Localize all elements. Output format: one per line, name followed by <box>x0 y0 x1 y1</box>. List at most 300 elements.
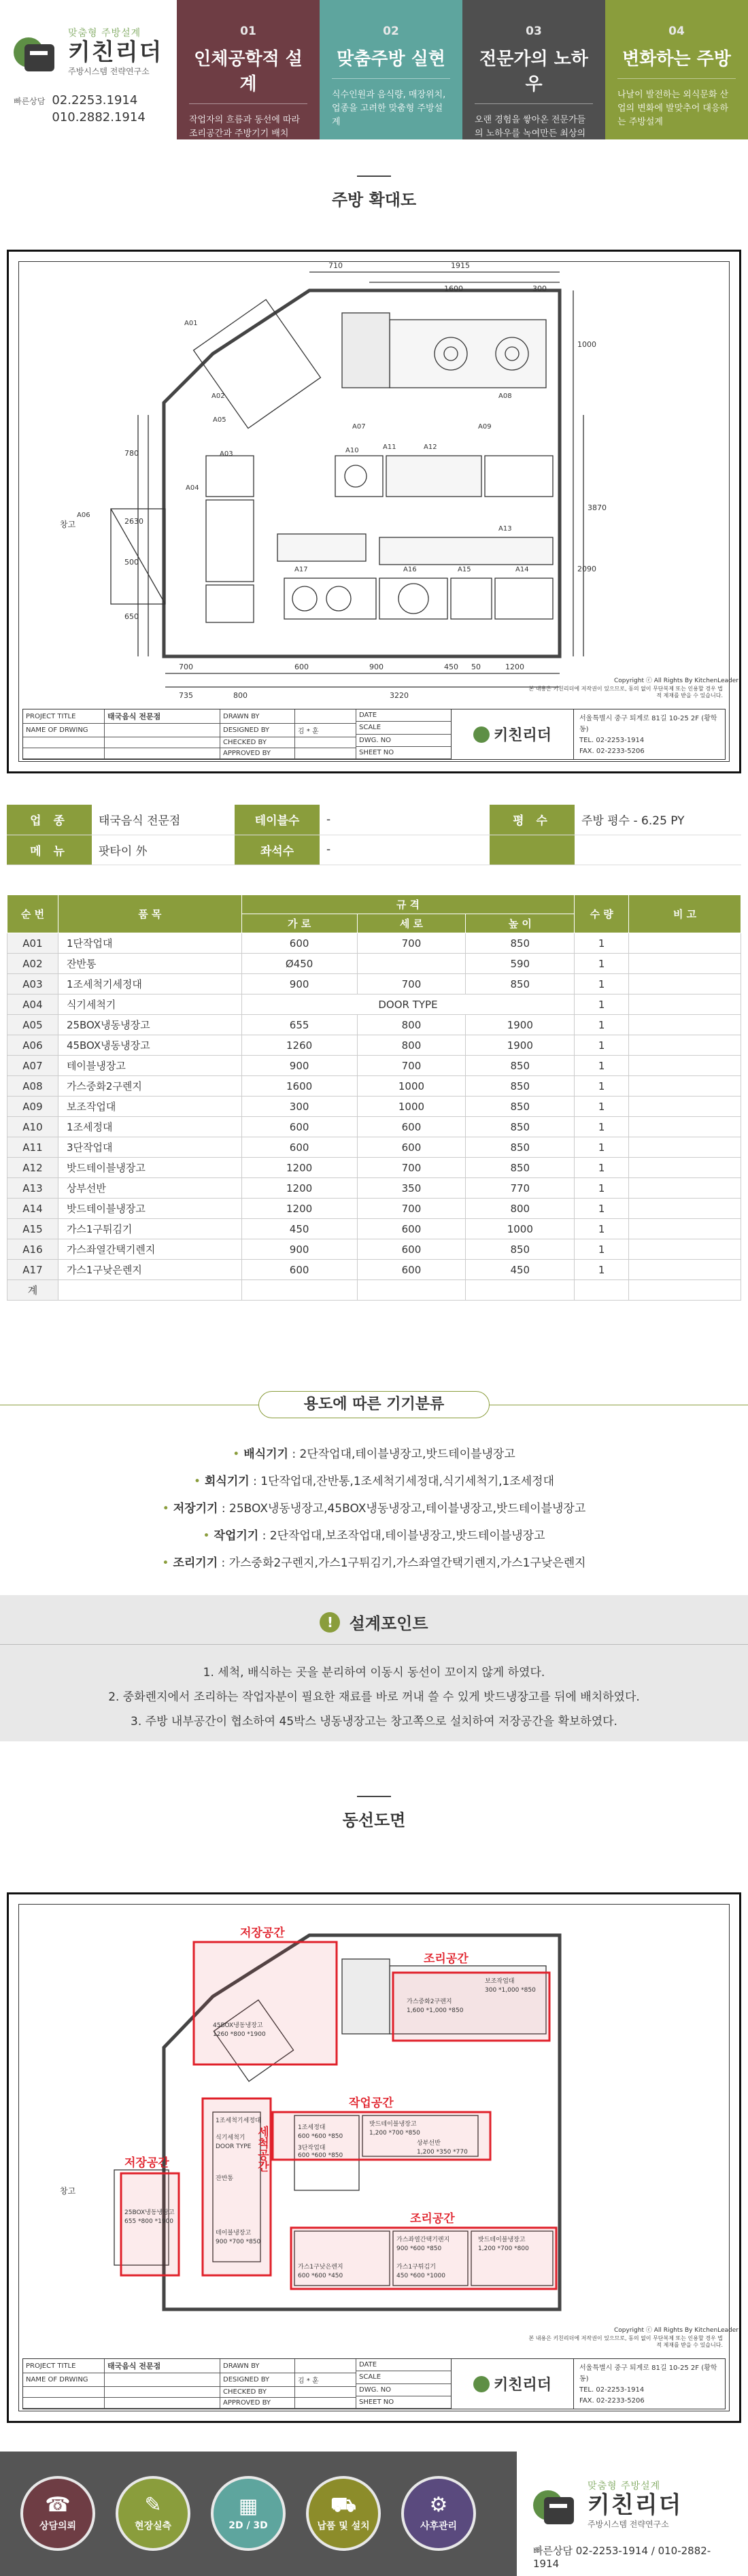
company-tel: TEL. 02-2253-1914 <box>579 737 645 744</box>
cell-note <box>629 1280 741 1301</box>
cell-qty: 1 <box>575 1076 629 1097</box>
zone-storage-1 <box>194 1942 337 2064</box>
cell-d: 1000 <box>357 1076 466 1097</box>
cell-w: 450 <box>241 1219 357 1239</box>
cell-qty: 1 <box>575 933 629 954</box>
drawing-icon: ▦ <box>238 2494 258 2518</box>
dim-bottom-7: 735 <box>179 691 193 700</box>
cell-w: 600 <box>241 1137 357 1158</box>
dim-bottom-4: 450 <box>444 663 458 671</box>
col-size: 규 격 <box>241 895 575 914</box>
cell-item: 테이블냉장고 <box>58 1056 241 1076</box>
callout-a17: A17 <box>294 566 308 573</box>
company-fax: FAX. 02-2233-5206 <box>579 748 645 755</box>
cell-qty <box>575 1280 629 1301</box>
design-point-item: 2. 중화렌지에서 조리하는 작업자분이 필요한 재료를 바로 꺼내 쓸 수 있게 밧드냉장고를 뒤에 배치하였다. <box>108 1690 640 1704</box>
dim-left-2: 2630 <box>124 517 143 526</box>
classification-row: • 회식기기 : 1단작업대,잔반통,1조세척기세정대,식기세척기,1조세정대 <box>193 1475 555 1488</box>
cell-qty: 1 <box>575 1097 629 1117</box>
equip-bat-fridge: 밧드테이블냉장고 <box>369 2121 417 2128</box>
dim-bottom-2: 600 <box>294 663 309 671</box>
cell-note <box>629 954 741 974</box>
cell-no: A17 <box>7 1260 58 1280</box>
callout-a14: A14 <box>515 566 529 573</box>
callout-a04: A04 <box>186 484 199 492</box>
cell-item: 3단작업대 <box>58 1137 241 1158</box>
cell-qty: 1 <box>575 1158 629 1178</box>
class-label: 배식기기 <box>243 1448 288 1461</box>
table-row <box>7 1260 741 1280</box>
cell-qty: 1 <box>575 1239 629 1260</box>
cell-w: 600 <box>241 933 357 954</box>
design-point-item: 3. 주방 내부공간이 협소하여 45박스 냉동냉장고는 창고쪽으로 설치하여 저장공간을 확보하였다. <box>131 1715 617 1728</box>
info-seats-label: 좌석수 <box>235 835 320 865</box>
footer-btn-aftercare[interactable] <box>401 2476 476 2551</box>
cell-item: 상부선반 <box>58 1178 241 1199</box>
class-label: 조리기기 <box>173 1556 218 1570</box>
zone-label-storage-2: 저장공간 <box>124 2156 169 2170</box>
col-height: 높 이 <box>466 914 575 933</box>
equip-bat-fridge-2: 밧드테이블냉장고 <box>478 2237 526 2243</box>
cell-qty: 1 <box>575 1056 629 1076</box>
approved-by-label: APPROVED BY <box>220 2398 295 2409</box>
cell-h: 450 <box>466 1260 575 1280</box>
table-row <box>7 1117 741 1137</box>
table-row <box>7 1199 741 1219</box>
footer-phone[interactable]: 빠른상담 02-2253-1914 / 010-2882-1914 <box>533 2545 711 2570</box>
cell-h: 1000 <box>466 1219 575 1239</box>
class-label: 저장기기 <box>173 1502 218 1516</box>
callout-a03: A03 <box>220 450 233 458</box>
cell-d: 800 <box>357 1035 466 1056</box>
col-qty: 수 량 <box>575 895 629 933</box>
cell-w: 1260 <box>241 1035 357 1056</box>
phone-number-1[interactable]: 02.2253.1914 <box>52 93 138 107</box>
dwg-no-label: DWG. NO <box>356 735 451 747</box>
equip-griddle: 가스좌열간택기렌지 <box>396 2237 450 2243</box>
class-value: 25BOX냉동냉장고,45BOX냉동냉장고,테이블냉장고,밧드테이블냉장고 <box>229 1502 586 1516</box>
title-block-brand: 키친리더 <box>493 2377 551 2394</box>
equip-waste-bin: 잔반통 <box>216 2175 234 2182</box>
cell-item <box>58 1280 241 1301</box>
footer-logo-slogan: 맞춤형 주방설계 <box>588 2481 661 2492</box>
project-title-value: 태국음식 전문점 <box>105 709 220 724</box>
feature-column-1 <box>177 0 320 139</box>
company-address: 서울특별시 중구 퇴계로 81길 10-25 2F (황학동) <box>579 2364 717 2383</box>
cell-item: 식기세척기 <box>58 994 241 1015</box>
designed-by-value: 김 * 훈 <box>295 2373 356 2387</box>
header-logo-block <box>0 0 177 139</box>
drawn-by-label: DRAWN BY <box>220 709 295 724</box>
drawing-name-label: NAME OF DRWING <box>23 724 105 737</box>
classification-row: • 배식기기 : 2단작업대,테이블냉장고,밧드테이블냉장고 <box>233 1448 515 1461</box>
cell-h: 850 <box>466 1239 575 1260</box>
equip-range2: 가스중화2구렌지 <box>407 1998 452 2005</box>
company-address: 서울특별시 중구 퇴계로 81길 10-25 2F (황학동) <box>579 715 717 733</box>
cell-qty: 1 <box>575 1199 629 1219</box>
cell-qty: 1 <box>575 1035 629 1056</box>
cell-item: 25BOX냉동냉장고 <box>58 1015 241 1035</box>
header-phone <box>14 92 177 126</box>
dim-right-3: 2090 <box>577 565 596 573</box>
cell-w: 900 <box>241 1239 357 1260</box>
info-seats-value: - <box>320 835 490 865</box>
footer-btn-label: 납품 및 설치 <box>317 2521 370 2532</box>
cell-h: 850 <box>466 1076 575 1097</box>
flow-plan-svg <box>9 1894 739 2421</box>
aftercare-icon: ⚙ <box>429 2493 448 2517</box>
cell-note <box>629 974 741 994</box>
cell-no: A09 <box>7 1097 58 1117</box>
cell-h: 850 <box>466 1137 575 1158</box>
col-no: 순 번 <box>7 895 58 933</box>
info-type-label: 업 종 <box>7 805 92 835</box>
class-value: 1단작업대,잔반통,1조세척기세정대,식기세척기,1조세정대 <box>260 1475 555 1488</box>
callout-a02: A02 <box>211 392 225 400</box>
equip-25box-dim: 655 *800 *1900 <box>124 2218 173 2225</box>
cell-item: 밧드테이블냉장고 <box>58 1158 241 1178</box>
dim-bottom-6: 1200 <box>505 663 524 671</box>
storage-room-label: 창고 <box>60 520 76 529</box>
truck-icon: ⛟ <box>330 2493 356 2517</box>
feature-title: 변화하는 주방 <box>617 45 736 79</box>
table-row <box>7 1015 741 1035</box>
date-label: DATE <box>356 2359 451 2371</box>
callout-a16: A16 <box>403 566 417 573</box>
cell-d <box>357 1280 466 1301</box>
cell-no: A03 <box>7 974 58 994</box>
callout-a11: A11 <box>383 444 396 451</box>
callout-a06: A06 <box>77 512 90 519</box>
cell-item: 가스1구튀김기 <box>58 1219 241 1239</box>
cell-d: 600 <box>357 1137 466 1158</box>
dim-bottom-1: 700 <box>179 663 193 671</box>
cell-h: 850 <box>466 1158 575 1178</box>
equip-bat-fridge-2-dim: 1,200 *700 *800 <box>478 2245 529 2252</box>
zone-label-cook-2: 조리공간 <box>410 2212 455 2226</box>
cell-no: A13 <box>7 1178 58 1199</box>
project-title-label: PROJECT TITLE <box>23 2359 105 2373</box>
class-value: 2단작업대,보조작업대,테이블냉장고,밧드테이블냉장고 <box>269 1529 545 1543</box>
footer-logo-brand: 키친리더 <box>588 2492 683 2519</box>
cell-no: A15 <box>7 1219 58 1239</box>
feature-title: 인체공학적 설계 <box>189 45 307 104</box>
cell-w: 1200 <box>241 1178 357 1199</box>
zone-label-cook-1: 조리공간 <box>424 1952 469 1966</box>
table-row <box>7 974 741 994</box>
dim-top-3: 1600 <box>444 284 463 293</box>
feature-title: 전문가의 노하우 <box>475 45 593 104</box>
equip-low-range-dim: 600 *600 *450 <box>298 2273 343 2279</box>
sheet-no-label: SHEET NO <box>356 2396 451 2409</box>
cell-note <box>629 1137 741 1158</box>
equip-dishwasher-type: DOOR TYPE <box>216 2143 252 2150</box>
cell-item: 밧드테이블냉장고 <box>58 1199 241 1219</box>
cell-d: 1000 <box>357 1097 466 1117</box>
cell-h: 850 <box>466 933 575 954</box>
equip-range2-dim: 1,600 *1,000 *850 <box>407 2007 464 2014</box>
callout-a15: A15 <box>458 566 471 573</box>
sheet-no-label: SHEET NO <box>356 747 451 759</box>
checked-by-label: CHECKED BY <box>220 737 295 748</box>
feature-column-3 <box>462 0 605 152</box>
drawn-by-label: DRAWN BY <box>220 2359 295 2373</box>
equip-aux-table-dim: 300 *1,000 *850 <box>485 1987 536 1994</box>
cell-item: 가스중화2구렌지 <box>58 1076 241 1097</box>
cell-item: 가스좌열간택기렌지 <box>58 1239 241 1260</box>
table-row <box>7 1056 741 1076</box>
cell-w <box>241 1280 357 1301</box>
design-points-panel <box>0 1595 748 1741</box>
feature-desc: 식수인원과 음식량, 매장위치, 업종을 고려한 맞춤형 주방설계 <box>332 90 446 127</box>
cell-note <box>629 1219 741 1239</box>
section-title-text: 주방 확대도 <box>331 190 417 210</box>
info-tables-label: 테이블수 <box>235 805 320 835</box>
feature-desc: 작업자의 흐름과 동선에 따라 조리공간과 주방기기 배치 <box>189 115 301 139</box>
cell-d: 600 <box>357 1239 466 1260</box>
zone-label-storage-1: 저장공간 <box>240 1926 285 1940</box>
designed-by-label: DESIGNED BY <box>220 724 295 737</box>
cell-no: A12 <box>7 1158 58 1178</box>
approved-by-label: APPROVED BY <box>220 748 295 759</box>
cell-no: A14 <box>7 1199 58 1219</box>
cell-qty: 1 <box>575 994 629 1015</box>
dim-bottom-3: 900 <box>369 663 384 671</box>
zone-wash <box>203 2098 271 2275</box>
feature-desc: 오랜 경험을 쌓아온 전문가들의 노하우를 녹여만든 최상의 솔루션 <box>475 115 586 152</box>
cell-no: A02 <box>7 954 58 974</box>
dim-left-3: 500 <box>124 558 139 567</box>
copyright-text-2: Copyright ⓒ All Rights By KitchenLeader <box>614 2327 739 2334</box>
class-value: 가스중화2구렌지,가스1구튀김기,가스좌열간택기렌지,가스1구낮은렌지 <box>228 1556 586 1570</box>
info-menu-value: 팟타이 外 <box>92 835 235 865</box>
dim-left-4: 650 <box>124 612 139 621</box>
storage-room-label-2: 창고 <box>60 2186 76 2196</box>
cell-note <box>629 1076 741 1097</box>
callout-a13: A13 <box>498 525 512 533</box>
callout-a10: A10 <box>345 447 359 454</box>
cell-no: A07 <box>7 1056 58 1076</box>
scale-label: SCALE <box>356 2371 451 2383</box>
cell-w: 1200 <box>241 1158 357 1178</box>
cell-w: 1600 <box>241 1076 357 1097</box>
logo-subtitle: 주방시스템 전략연구소 <box>68 67 150 76</box>
equip-dishwasher: 식기세척기 <box>216 2135 245 2141</box>
dim-bottom-9: 3220 <box>390 691 409 700</box>
equip-sink-dim: 600 *600 *850 <box>298 2133 343 2140</box>
brand-logo-icon <box>14 31 61 73</box>
consult-icon: ☎ <box>45 2493 71 2517</box>
dim-bottom-5: 50 <box>471 663 481 671</box>
cell-d: 700 <box>357 933 466 954</box>
table-row <box>7 1035 741 1056</box>
equipment-spec-table <box>7 894 741 1301</box>
cell-h: 850 <box>466 1056 575 1076</box>
table-row <box>7 1219 741 1239</box>
brand-mark-icon <box>473 2376 490 2392</box>
equip-upper-shelf: 상부선반 <box>417 2140 441 2147</box>
header-banner <box>0 0 748 152</box>
cell-note <box>629 933 741 954</box>
section-title-text: 동선도면 <box>342 1811 406 1830</box>
footer-btn-measure[interactable] <box>116 2476 190 2551</box>
info-type-value: 태국음식 전문점 <box>92 805 235 835</box>
table-row <box>7 1280 741 1301</box>
col-note: 비 고 <box>629 895 741 933</box>
classification-header <box>0 1391 748 1418</box>
equip-upper-shelf-dim: 1,200 *350 *770 <box>417 2149 468 2156</box>
drawn-by-value <box>295 709 356 724</box>
classification-title: 용도에 따른 기기분류 <box>258 1391 490 1418</box>
equip-fryer: 가스1구튀김기 <box>396 2264 436 2271</box>
info-area-value: 주방 평수 - 6.25 PY <box>575 805 741 835</box>
title-block-brand: 키친리더 <box>493 727 551 744</box>
designed-by-label: DESIGNED BY <box>220 2373 295 2387</box>
cell-qty: 1 <box>575 1178 629 1199</box>
phone-number-2[interactable]: 010.2882.1914 <box>52 110 146 124</box>
equip-griddle-dim: 900 *600 *850 <box>396 2245 442 2252</box>
cell-note <box>629 1015 741 1035</box>
kitchen-plan-svg <box>9 252 739 771</box>
equip-low-range: 가스1구낮은렌지 <box>298 2264 343 2271</box>
equip-sink: 1조세정대 <box>298 2124 326 2131</box>
equip-25box: 25BOX냉동냉장고 <box>124 2209 175 2216</box>
feature-title: 맞춤주방 실현 <box>332 45 450 79</box>
project-title-value: 태국음식 전문점 <box>105 2359 220 2373</box>
footer-logo-block <box>517 2452 748 2576</box>
cell-h: 770 <box>466 1178 575 1199</box>
table-row <box>7 1097 741 1117</box>
title-block <box>22 709 726 760</box>
cell-d: DOOR TYPE <box>241 994 575 1015</box>
footer-btn-consult[interactable] <box>20 2476 95 2551</box>
design-points-title: 설계포인트 <box>349 1614 428 1633</box>
copyright-note-2: 본 내용은 키친리더에 저작권이 있으므로, 동의 없이 무단복제 또는 인용할 경우 법적 제재를 받을 수 있습니다. <box>528 2335 723 2348</box>
cell-no: A04 <box>7 994 58 1015</box>
copyright-note: 본 내용은 키친리더에 저작권이 있으므로, 동의 없이 무단복제 또는 인용할 경우 법적 제재를 받을 수 있습니다. <box>528 686 723 699</box>
cell-note <box>629 1117 741 1137</box>
title-block-2 <box>22 2358 726 2409</box>
cell-qty: 1 <box>575 974 629 994</box>
equip-3tier-dim: 600 *600 *850 <box>298 2152 343 2159</box>
cell-note <box>629 1260 741 1280</box>
cell-d: 350 <box>357 1178 466 1199</box>
cell-no: A01 <box>7 933 58 954</box>
table-row <box>7 1137 741 1158</box>
classification-row: • 저장기기 : 25BOX냉동냉장고,45BOX냉동냉장고,테이블냉장고,밧드테이블냉장고 <box>162 1502 586 1516</box>
cell-no: 계 <box>7 1280 58 1301</box>
cell-h: 1900 <box>466 1035 575 1056</box>
equip-3tier: 3단작업대 <box>298 2145 326 2152</box>
cell-h: 590 <box>466 954 575 974</box>
cell-item: 1단작업대 <box>58 933 241 954</box>
footer-btn-drawing[interactable] <box>211 2476 286 2551</box>
equip-bat-fridge-dim: 1,200 *700 *850 <box>369 2130 420 2137</box>
classification-row: • 조리기기 : 가스중화2구렌지,가스1구튀김기,가스좌열간택기렌지,가스1구낮은렌지 <box>162 1556 586 1570</box>
flow-plan-drawing <box>7 1892 741 2423</box>
cell-item: 보조작업대 <box>58 1097 241 1117</box>
class-value: 2단작업대,테이블냉장고,밧드테이블냉장고 <box>299 1448 515 1461</box>
feature-column-4 <box>605 0 748 139</box>
section-title-plan <box>0 175 748 210</box>
zone-label-wash: 세척공간 <box>255 2126 269 2172</box>
callout-a07: A07 <box>352 423 366 431</box>
feature-number: 03 <box>526 24 542 38</box>
info-tables-value: - <box>320 805 490 835</box>
table-row <box>7 1239 741 1260</box>
callout-a09: A09 <box>478 423 492 431</box>
feature-desc: 나날이 발전하는 외식문화 산업의 변화에 발맞추어 대응하는 주방설계 <box>617 90 729 127</box>
project-info-table <box>7 805 741 865</box>
cell-qty: 1 <box>575 954 629 974</box>
drawing-name-label: NAME OF DRWING <box>23 2373 105 2387</box>
equip-table-fridge-dim: 900 *700 *850 <box>216 2239 261 2245</box>
footer-btn-label: 2D / 3D <box>228 2520 268 2531</box>
cell-w: 600 <box>241 1260 357 1280</box>
cell-note <box>629 1035 741 1056</box>
cell-note <box>629 1178 741 1199</box>
equip-aux-table: 보조작업대 <box>485 1978 515 1985</box>
cell-h: 850 <box>466 974 575 994</box>
cell-note <box>629 1097 741 1117</box>
zone-label-work: 작업공간 <box>349 2096 394 2110</box>
dim-right-1: 1000 <box>577 340 596 349</box>
feature-number: 02 <box>383 24 399 38</box>
table-row <box>7 954 741 974</box>
callout-a05: A05 <box>213 416 226 424</box>
logo-slogan: 맞춤형 주방설계 <box>68 28 141 39</box>
cell-w: 655 <box>241 1015 357 1035</box>
section-title-flow <box>0 1796 748 1830</box>
cell-d <box>357 954 466 974</box>
company-tel: TEL. 02-2253-1914 <box>579 2386 645 2394</box>
equip-table-fridge: 테이블냉장고 <box>216 2230 252 2237</box>
cell-note <box>629 1056 741 1076</box>
footer-btn-label: 현장실측 <box>134 2521 172 2532</box>
footer-logo-subtitle: 주방시스템 전략연구소 <box>588 2520 669 2529</box>
cell-qty: 1 <box>575 1117 629 1137</box>
cell-d: 600 <box>357 1219 466 1239</box>
class-label: 작업기기 <box>214 1529 259 1543</box>
exclamation-icon: ! <box>320 1612 340 1633</box>
table-row <box>7 1178 741 1199</box>
equip-45box: 45BOX냉동냉장고 <box>213 2022 263 2029</box>
cell-d: 700 <box>357 974 466 994</box>
dim-top-4: 300 <box>532 284 547 293</box>
spec-table-body <box>7 933 741 1301</box>
zone-cook-1 <box>393 1973 549 2041</box>
cell-no: A08 <box>7 1076 58 1097</box>
company-fax: FAX. 02-2233-5206 <box>579 2397 645 2405</box>
title-block-logo <box>452 709 574 759</box>
feature-number: 04 <box>668 24 685 38</box>
footer-btn-delivery[interactable] <box>306 2476 381 2551</box>
measure-icon: ✎ <box>144 2493 162 2517</box>
title-block-logo <box>452 2359 574 2409</box>
project-title-label: PROJECT TITLE <box>23 709 105 724</box>
checked-by-label: CHECKED BY <box>220 2387 295 2398</box>
col-width: 가 로 <box>241 914 357 933</box>
cell-d: 700 <box>357 1056 466 1076</box>
footer-btn-label: 사후관리 <box>420 2521 458 2532</box>
cell-w: 300 <box>241 1097 357 1117</box>
cell-w: 1200 <box>241 1199 357 1219</box>
phone-label: 빠른상담 <box>14 97 46 106</box>
dim-top-1: 710 <box>328 261 343 270</box>
design-point-item: 1. 세척, 배식하는 곳을 분리하여 이동시 동선이 꼬이지 않게 하였다. <box>203 1666 545 1679</box>
table-row <box>7 1076 741 1097</box>
col-depth: 세 로 <box>357 914 466 933</box>
